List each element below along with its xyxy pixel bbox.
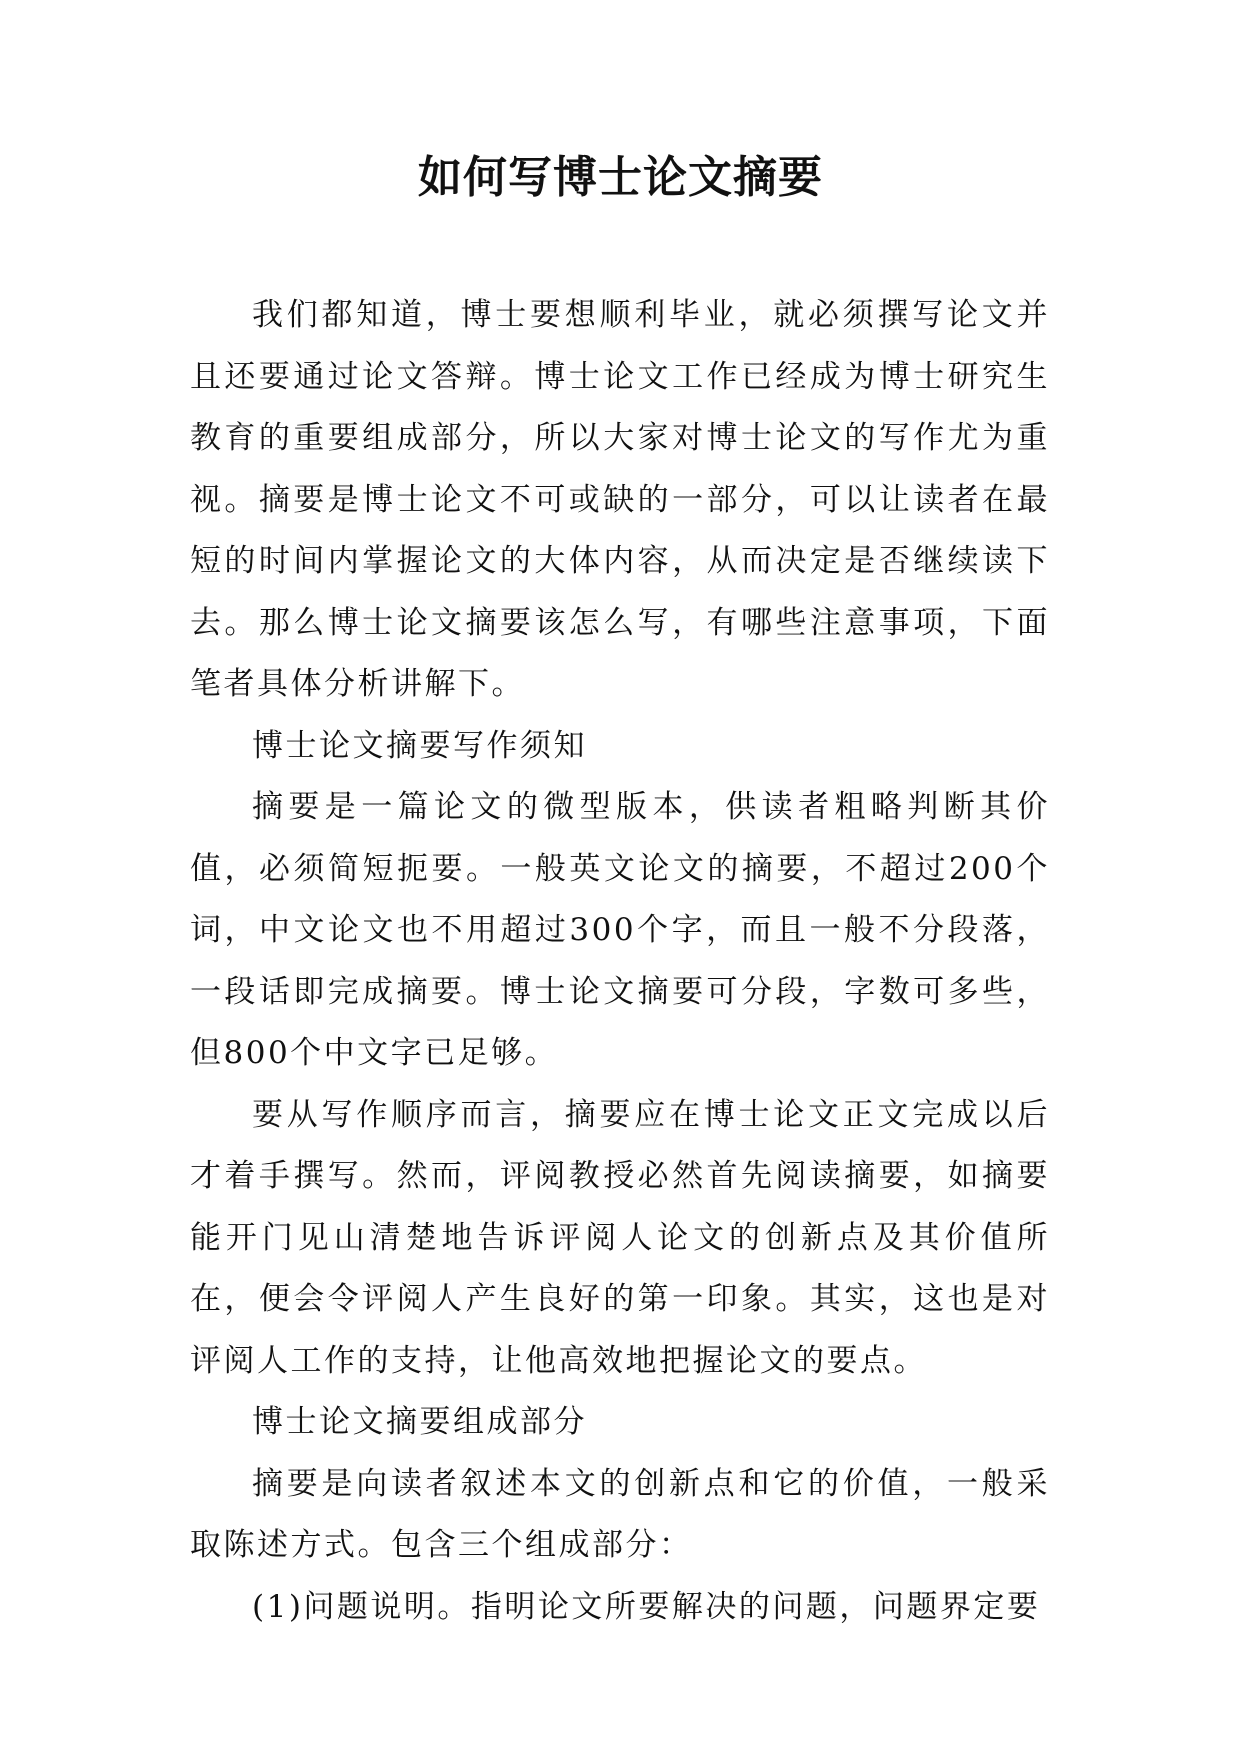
section-heading-writing-notes: 博士论文摘要写作须知 <box>252 727 587 764</box>
document-title: 如何写博士论文摘要 <box>418 152 823 203</box>
intro-paragraph: 我们都知道，博士要想顺利毕业，就必须撰写论文并且还要通过论文答辩。博士论文工作已经成为博士研究生教育的重要组成部分，所以大家对博士论文的写作尤为重视。摘要是博士论文不可或缺的一部分，可以让读者在最短的时间内掌握论文的大体内容，从而决定是否继续读下去。那么博士论文摘要该怎么写，有哪些注意事项，下面笔者具体分析讲解下。 <box>190 297 1050 702</box>
paragraph-components-intro: 摘要是向读者叙述本文的创新点和它的价值，一般采取陈述方式。包含三个组成部分： <box>190 1465 1050 1563</box>
document-body <box>190 285 1050 1638</box>
paragraph-writing-order: 要从写作顺序而言，摘要应在博士论文正文完成以后才着手撰写。然而，评阅教授必然首先阅读摘要，如摘要能开门见山清楚地告诉评阅人论文的创新点及其价值所在，便会令评阅人产生良好的第一印象。其实，这也是对评阅人工作的支持，让他高效地把握论文的要点。 <box>190 1096 1050 1379</box>
paragraph-abstract-length: 摘要是一篇论文的微型版本，供读者粗略判断其价值，必须简短扼要。一般英文论文的摘要，不超过200个词，中文论文也不用超过300个字，而且一般不分段落，一段话即完成摘要。博士论文摘要可分段，字数可多些，但800个中文字已足够。 <box>190 789 1050 1071</box>
list-item-problem-statement: (1)问题说明。指明论文所要解决的问题，问题界定要 <box>252 1588 1041 1625</box>
section-heading-components: 博士论文摘要组成部分 <box>252 1404 587 1440</box>
